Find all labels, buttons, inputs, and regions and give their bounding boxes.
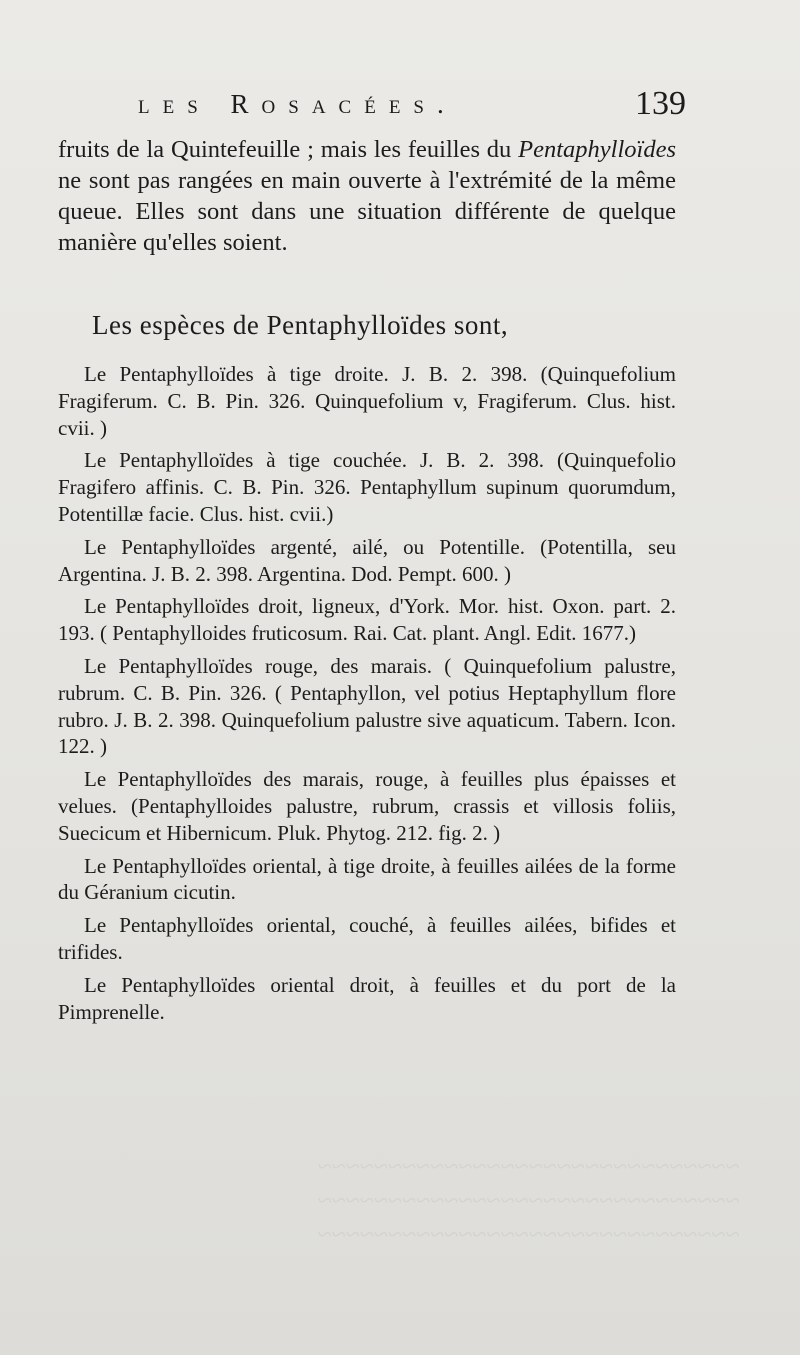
page-header [138,84,686,124]
intro-text-start: fruits de la Quintefeuille ; mais les feuilles du [58,136,519,163]
intro-paragraph [58,134,676,258]
page-number: 139 [635,85,686,122]
section-heading: Les espèces de Pentaphylloïdes sont, [92,310,509,340]
intro-text-end: ne sont pas rangées en main ouverte à l'extrémité de la même queue. Elles sont dans une situation différente de quelque manière qu'elles soient. [58,167,676,256]
species-entry: Le Pentaphylloïdes droit, ligneux, d'York. Mor. hist. Oxon. part. 2. 193. ( Pentaphylloides fruticosum. Rai. Cat. plant. Angl. Edit. 1677.) [58,594,676,646]
species-entry: Le Pentaphylloïdes oriental, à tige droite, à feuilles ailées de la forme du Géranium cicutin. [58,853,676,905]
show-through-text: ~~~~~~~~~~~~~~~~~~~~~~~~~~~~~~ ~~~~~~~~~~~~~~~~~~~~~~~~~~~~~~ ~~~~~~~~~~~~~~~~~~~~~~~~~~~~~~ [318,1152,740,1249]
species-entry: Le Pentaphylloïdes oriental droit, à feuilles et du port de la Pimprenelle. [58,972,676,1024]
species-entry: Le Pentaphylloïdes à tige droite. J. B. 2. 398. (Quinquefolium Fragiferum. C. B. Pin. 326. Quinquefolium v, Fragiferum. Clus. hist. cvii. ) [58,362,676,440]
species-entry: Le Pentaphylloïdes rouge, des marais. ( Quinquefolium palustre, rubrum. C. B. Pin. 326. ( Pentaphyllon, vel potius Heptaphyllum flore rubro. J. B. 2. 398. Quinquefolium palustre sive aquaticum. Tabern. Icon. 122. ) [58,653,676,759]
species-list [58,361,676,1031]
species-entry: Le Pentaphylloïdes à tige couchée. J. B. 2. 398. (Quinquefolio Fragifero affinis. C. B. Pin. 326. Pentaphyllum supinum quorumdum, Potentillæ facie. Clus. hist. cvii.) [58,448,676,526]
species-entry: Le Pentaphylloïdes oriental, couché, à feuilles ailées, bifides et trifides. [58,913,676,964]
species-entry: Le Pentaphylloïdes des marais, rouge, à feuilles plus épaisses et velues. (Pentaphylloides palustre, rubrum, crassis et villosis foliis, Suecicum et Hibernicum. Pluk. Phytog. 212. fig. 2. ) [58,767,676,845]
species-entry: Le Pentaphylloïdes argenté, ailé, ou Potentille. (Potentilla, seu Argentina. J. B. 2. 398. Argentina. Dod. Pempt. 600. ) [58,534,676,586]
intro-italic-term: Pentaphylloïdes [518,136,676,163]
running-head: les Rosacées. [138,89,457,119]
